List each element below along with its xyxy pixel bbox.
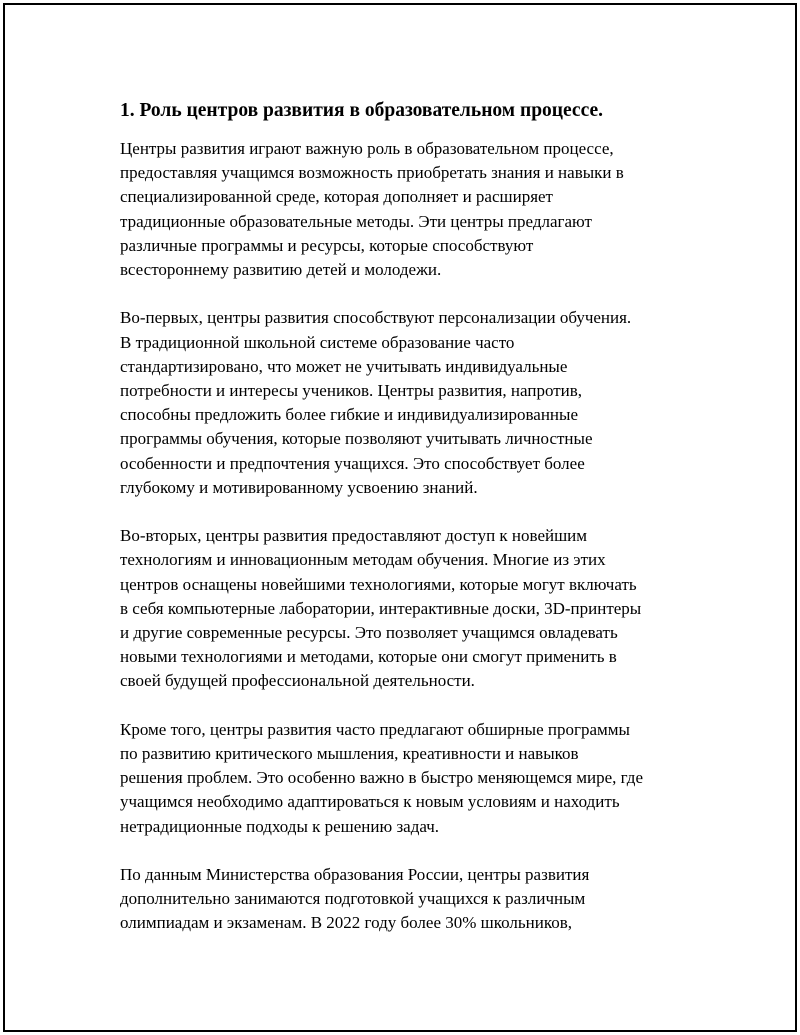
section-heading: 1. Роль центров развития в образовательном процессе.	[120, 100, 603, 121]
text-line: нетрадиционные подходы к решению задач.	[120, 816, 440, 836]
text-line: новыми технологиями и методами, которые они смогут применить в	[120, 647, 617, 667]
text-line: в себя компьютерные лаборатории, интерактивные доски, 3D-принтеры	[120, 598, 642, 618]
paragraph-technology	[120, 524, 720, 693]
page-border	[3, 3, 797, 1032]
text-line: олимпиадам и экзаменам. В 2022 году более 30% школьников,	[120, 913, 573, 933]
text-line: центров оснащены новейшими технологиями, которые могут включать	[120, 574, 637, 594]
text-line: своей будущей профессиональной деятельности.	[120, 671, 475, 691]
text-line: По данным Министерства образования России, центры развития	[120, 865, 590, 885]
text-line: особенности и предпочтения учащихся. Это способствует более	[120, 453, 585, 473]
text-line: учащимся необходимо адаптироваться к новым условиям и находить	[120, 792, 620, 812]
text-line: Во-первых, центры развития способствуют персонализации обучения.	[120, 308, 632, 328]
text-line: различные программы и ресурсы, которые способствуют	[120, 235, 534, 255]
text-line: Центры развития играют важную роль в образовательном процессе,	[120, 139, 614, 158]
text-line: всестороннему развитию детей и молодежи.	[120, 260, 442, 280]
text-line: глубокому и мотивированному усвоению знаний.	[120, 477, 478, 497]
document-body	[120, 99, 720, 960]
paragraph-personalization	[120, 306, 720, 500]
text-line: способны предложить более гибкие и индивидуализированные	[120, 405, 578, 425]
text-line: решения проблем. Это особенно важно в быстро меняющемся мире, где	[120, 768, 643, 788]
text-line: программы обучения, которые позволяют учитывать личностные	[120, 429, 593, 449]
text-line: Во-вторых, центры развития предоставляют доступ к новейшим	[120, 526, 588, 546]
text-line: специализированной среде, которая дополняет и расширяет	[120, 187, 553, 207]
paragraph-intro	[120, 137, 720, 282]
paragraph-critical-thinking	[120, 718, 720, 839]
text-line: традиционные образовательные методы. Эти центры предлагают	[120, 211, 592, 231]
text-line: Кроме того, центры развития часто предлагают обширные программы	[120, 719, 630, 739]
text-line: по развитию критического мышления, креативности и навыков	[120, 744, 579, 764]
text-line: потребности и интересы учеников. Центры развития, напротив,	[120, 381, 583, 401]
text-line: дополнительно занимаются подготовкой учащихся к различным	[120, 889, 586, 909]
text-line: стандартизировано, что может не учитывать индивидуальные	[120, 356, 568, 376]
text-line: технологиям и инновационным методам обучения. Многие из этих	[120, 550, 606, 570]
text-line: В традиционной школьной системе образование часто	[120, 332, 515, 352]
text-line: предоставляя учащимся возможность приобретать знания и навыки в	[120, 163, 624, 183]
paragraph-ministry-data	[120, 863, 720, 936]
text-line: и другие современные ресурсы. Это позволяет учащимся овладевать	[120, 623, 618, 643]
